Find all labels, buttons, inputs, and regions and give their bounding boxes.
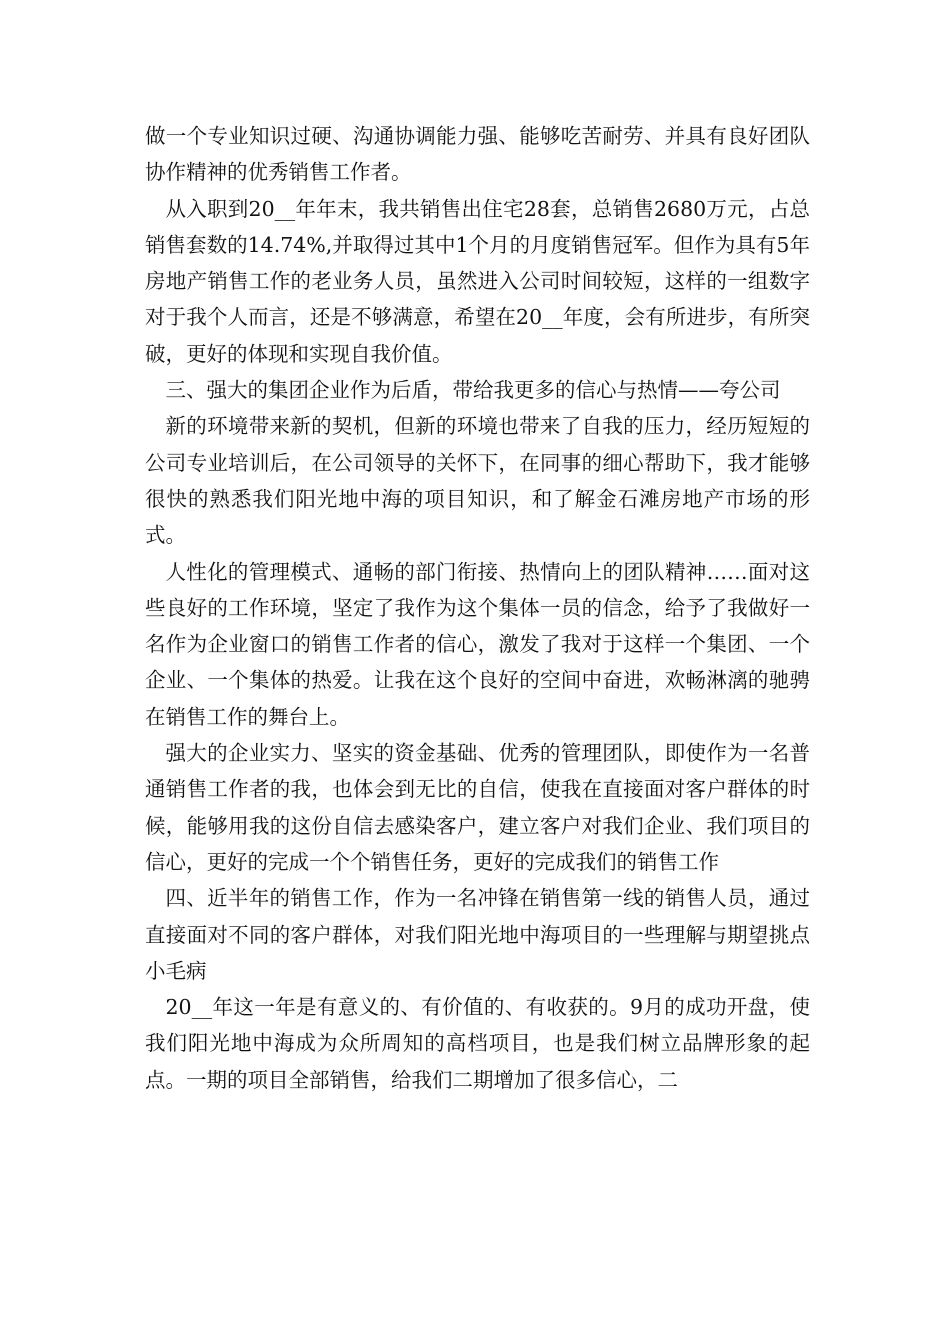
paragraph-4: 新的环境带来新的契机，但新的环境也带来了自我的压力，经历短短的公司专业培训后，在公司领导的关怀下，在同事的细心帮助下，我才能够很快的熟悉我们阳光地中海的项目知识，和了解金石滩房地产市场的形式。 — [145, 414, 810, 548]
paragraph-6: 强大的企业实力、坚实的资金基础、优秀的管理团队，即使作为一名普通销售工作者的我，也体会到无比的自信，使我在直接面对客户群体的时候，能够用我的这份自信去感染客户，建立客户对我们企业、我们项目的信心，更好的完成一个个销售任务，更好的完成我们的销售工作 — [145, 741, 810, 874]
paragraph-2: 从入职到20__年年末，我共销售出住宅28套，总销售2680万元，占总销售套数的14.74%,并取得过其中1个月的月度销售冠军。但作为具有5年房地产销售工作的老业务人员，虽然进入公司时间较短，这样的一组数字对于我个人而言，还是不够满意，希望在20__年度，会有所进步，有所突破，更好的体现和实现自我价值。 — [145, 196, 810, 366]
paragraph-8: 20__年这一年是有意义的、有价值的、有收获的。9月的成功开盘，使我们阳光地中海成为众所周知的高档项目，也是我们树立品牌形象的起点。一期的项目全部销售，给我们二期增加了很多信心，二 — [145, 995, 810, 1092]
paragraph-3-heading: 三、强大的集团企业作为后盾，带给我更多的信心与热情——夸公司 — [165, 378, 781, 403]
paragraph-5: 人性化的管理模式、通畅的部门衔接、热情向上的团队精神……面对这些良好的工作环境，坚定了我作为这个集体一员的信念，给予了我做好一名作为企业窗口的销售工作者的信心，激发了我对于这样一个集团、一个企业、一个集体的热爱。让我在这个良好的空间中奋进，欢畅淋漓的驰骋在销售工作的舞台上。 — [145, 559, 810, 729]
paragraph-1: 做一个专业知识过硬、沟通协调能力强、能够吃苦耐劳、并具有良好团队协作精神的优秀销售工作者。 — [145, 124, 810, 185]
document-body — [145, 118, 810, 1098]
paragraph-7-heading: 四、近半年的销售工作，作为一名冲锋在销售第一线的销售人员，通过直接面对不同的客户群体，对我们阳光地中海项目的一些理解与期望挑点小毛病 — [145, 886, 810, 983]
